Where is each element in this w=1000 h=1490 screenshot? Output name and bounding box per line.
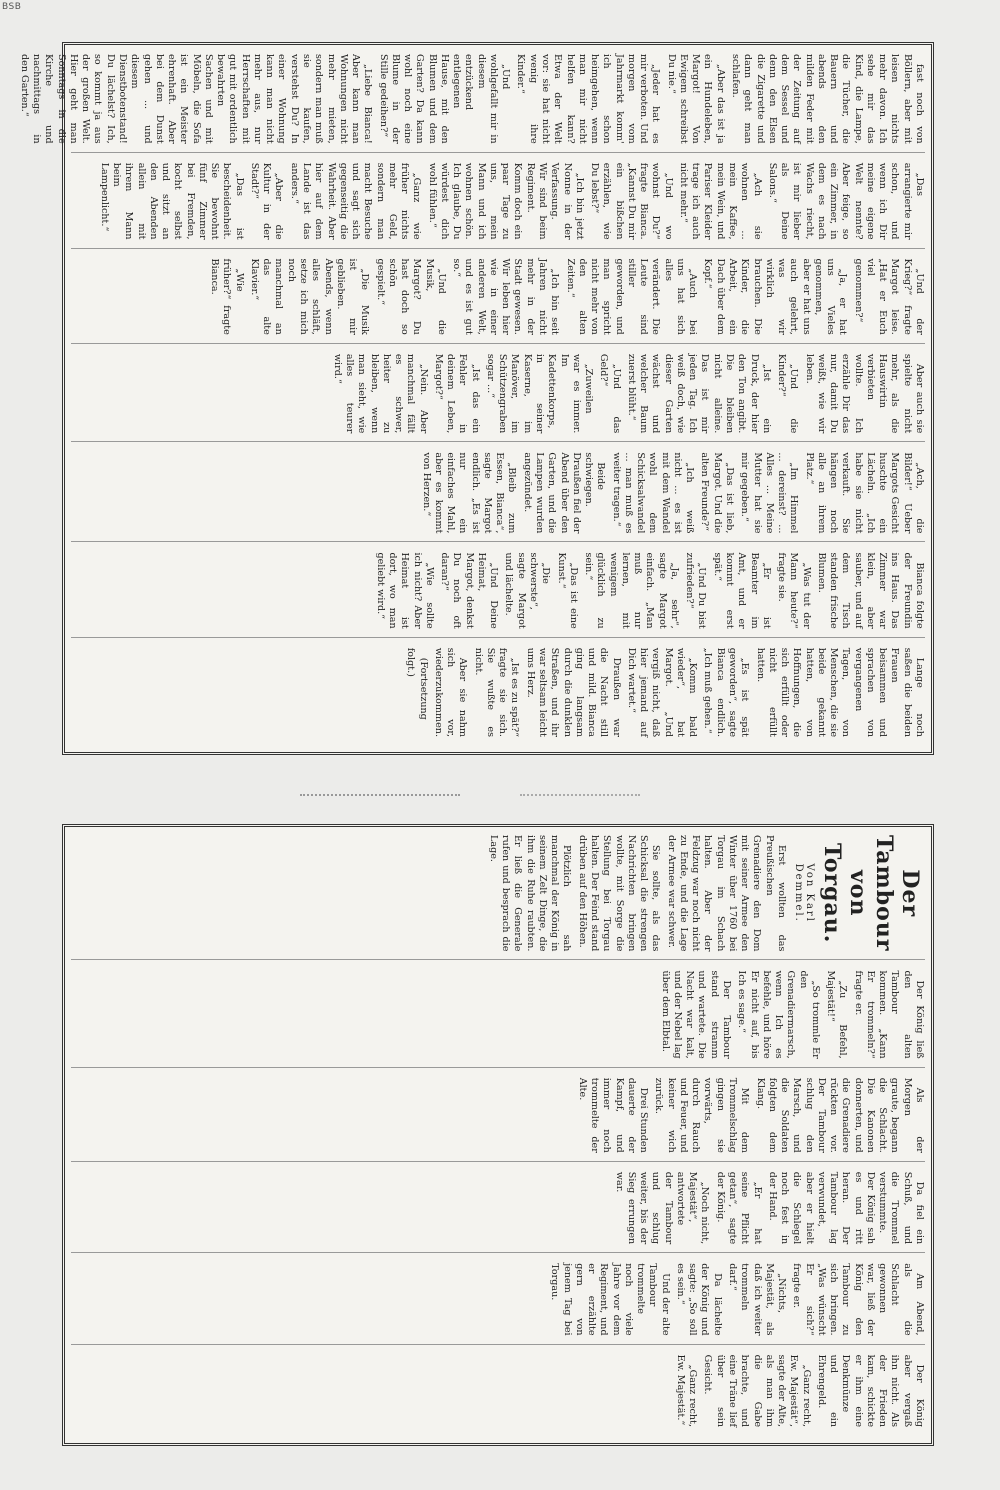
paragraph: „Ganz recht, Ew. Majestät“, sagte der Alte, als man ihm die Gabe brachte, und eine Träne lief über sein Gesicht. <box>702 1354 812 1428</box>
column-4 <box>71 353 925 442</box>
page-fold-divider <box>300 794 460 796</box>
paragraph: „Das arrangierte mir schon, und wenn ich Dir meine eigene Welt nennte? Aber feige, so ein Zimmer, in dem es nach Wachs riecht, ist mir lieber als Deine Salons.“ <box>766 162 925 240</box>
paragraph: Aber sie nahm sich vor, wiederzukommen. <box>432 647 469 737</box>
paragraph: „Aber das ist ja ein Hundeleben, Margot! Von Ewigem schreibst Du nie.“ <box>665 53 726 144</box>
column-4 <box>71 1172 925 1253</box>
paragraph: Und der alte Tambour trommelte noch viele Jahre vor dem Regiment, und er erzählte gern von jenem Tag bei Torgau. <box>549 1263 671 1336</box>
article-title: Der Tambour von Torgau. <box>819 835 923 952</box>
paragraph: „Aber die Kultur in der Stadt?“ <box>248 162 285 240</box>
column-7 <box>71 647 925 744</box>
column-1 <box>71 835 925 960</box>
paragraph: „Ganz recht, Ew. Majestät.“ <box>674 1354 699 1428</box>
rotated-text-block <box>65 827 931 1443</box>
paragraph: „Jeder hat es mir verboten. Und morgen vom Jahrmarkt komm' ich schon heimgehen, wenn man mir nicht helfen kann? Etwa der Welt vor: sie hat nicht wenig ihre Kinder.“ <box>515 53 662 144</box>
paragraph: „Die schwerste“, sagte Margot und lächelte. <box>503 551 552 629</box>
column-3 <box>71 258 925 343</box>
paragraph: Mit dem Trommelschlag gingen sie vorwärts, durch Rauch und Feuer, und keiner wich zurück. <box>653 1077 751 1153</box>
paragraph: Bianca folgte der Freundin ins Haus. Das Zimmer war klein, aber sauber, und auf dem Tisch standen frische Blumen. <box>815 551 925 629</box>
paragraph: „Und wohlgefallt mir in diesem entzückend entlegenen Hause, mit den Blumen und dem Garten? Da kann wohl noch eine Blume in der Stille gedeihen?“ <box>377 53 512 144</box>
paragraph: „Und Deine Heimat, Margot, denkst Du noch oft daran?“ <box>439 551 500 629</box>
paragraph: „Liebe Bianca! Aber kann man Wohnungen nicht mehr mieten, sondern man muß sie kaufen, verstehst Du? In einer Wohnung kann man nicht mehr aus, nur Herrschaften mit gut mit ordentlich bewahrten Sachen und mit Möbeln, die Sofa ist ein Meister ehrenhaft. Aber bei dem Dunst gehen ... und diesem Dienstbotenstand! Du lächelst? Ich, so kommt ja aus der großen Welt. Hier geht man Sonntags in die Kirche und nachmittags in den Garten.“ <box>18 53 374 144</box>
paragraph: „Komm bald wieder“, bat Margot. „Und vergiß nicht, daß hier jemand auf Dich wartet.“ <box>625 647 699 737</box>
paragraph: Erst wollten das Preußischen Grenadiere den Dom mit seiner Armee den Winter über 1760 bei Torgau im Schach halten. Aber der Feldzug war noch nicht zu Ende, und die Lage der Armee war schwer. <box>665 835 787 952</box>
paragraph: „Ach, die Bilder!“ Ueber Margots Gesicht huschte ein Lächeln. „Ich habe sie nicht verkauft. Sie hängen noch alle an ihrem Platz.“ <box>803 451 925 533</box>
paragraph: Drei Stunden dauerte der Kampf, und immer noch trommelte der Alte. <box>576 1077 650 1153</box>
paragraph: Lange noch saßen die beiden Frauen beisammen und sprachen von vergangenen Tagen, von Menschen, die sie beide gekannt hatten, von Hoffnungen, die sich erfüllt oder nicht erfüllt hatten. <box>754 647 925 737</box>
paragraph: „Wie früher?“ fragte Bianca. <box>209 258 245 335</box>
column-2 <box>71 970 925 1067</box>
paragraph: Der König aber vergaß ihn nicht. Als der Frieden kam, schickte er ihm eine Denkmünze und ein Ehrengeld. <box>815 1354 925 1428</box>
paragraph: (Fortsetzung folgt.) <box>405 647 429 720</box>
tambour-article-frame <box>62 824 934 1446</box>
serial-story-frame <box>18 42 934 755</box>
paragraph: „Es ist spät geworden“, sagte Bianca endlich. „Ich muß gehen.“ <box>702 647 751 737</box>
column-1 <box>18 53 925 153</box>
paragraph: „Und die Musik, Margot? Du hast doch so schön gespielt.“ <box>374 258 447 335</box>
paragraph: „Die Musik ist mir geblieben. Abends, wenn alles schläft, setze ich mich noch manchmal an das alte Klavier.“ <box>248 258 371 335</box>
paragraph: „Und die Kinder?“ <box>776 353 800 433</box>
paragraph: „Ich bin jetzt Nonne in der Verfassung. Wir sind beim Regiment. Komm doch ein paar Tage zu uns, mein Mann und ich wohnen schön. Ich glaube, Du würdest dich wohl fühlen.“ <box>426 162 585 240</box>
paragraph: „Ist das ein Fehler in deinem Leben, Margot?“ <box>432 353 481 433</box>
paragraph: „Ganz wie früher nichts mehr Geld, sondern man macht Besuche und sagt sich gegenseitig die Wahrheit. Aber hier auf dem Lande ist das anders.“ <box>288 162 423 240</box>
paragraph: Aber auch sie spielte nicht mehr, als die Hauswirtin verbieten wollte. Ich erzähle Dir das nur, damit Du weißt, wie wir leben. <box>803 353 925 433</box>
rotated-text-block <box>18 46 931 753</box>
paragraph: „Und Du bist zufrieden?“ <box>684 551 708 629</box>
paragraph: „Ja, er hat uns Vieles genommen, aber er hat uns auch gelehrt, was wir wirklich brauchen. Die Kinder, die Arbeit, ein Dach über dem Kopf.“ <box>702 258 849 335</box>
paragraph: Der König ließ den alten Tambour kommen. „Kann Er trommeln?“ fragte er. <box>852 970 925 1059</box>
column-6 <box>71 552 925 637</box>
paragraph: „Und das Geld?“ <box>598 353 622 433</box>
paragraph: fast noch von Böllern, aber mit leisen nichts mehr davon. Ich sehe mir das Kind, die Lampe, die Tücher, die Bauern und abends den milden Feder mit der Zeitung auf dem Sessel und denn den Elsen die Zigarette und dann geht man schlafen. <box>730 53 925 144</box>
article-author: Von Karl Demmel. <box>793 863 815 923</box>
paragraph: „Und der Krieg?“ fragte Margot leise. „Hat er Euch viel genommen?“ <box>852 258 925 335</box>
page-fold-divider <box>520 794 640 796</box>
paragraph: Da lächelte der König und sagte: „So soll es sein.“ <box>674 1263 723 1336</box>
paragraph: „Ich weiß nicht ... es ist mit dem Wandel wohl dem Schicksalwandel ... man muß es weiter tragen.“ <box>610 451 696 533</box>
paragraph: „Er hat seine Pflicht getan“, sagte der König. <box>714 1171 763 1245</box>
paragraph: „Noch nicht, Majestät“, antwortete der Tambour und schlug weiter, bis der Sieg errungen war. <box>613 1171 711 1245</box>
paragraph: Am Abend, als die Schlacht gewonnen war, ließ der König den Tambour zu sich bringen. „Was wünscht Er sich?“ fragte er. <box>791 1263 925 1336</box>
column-5 <box>71 1263 925 1344</box>
paragraph: „Ich bin seit Jahren nicht mehr in der Stadt gewesen. Wir leben hier wie in einer anderen Welt, und es ist gut so.“ <box>451 258 561 335</box>
paragraph: „Ach sie wohnen ... mein Kaffee, mein Wein, und Pariser Kleider trage ich auch nicht mehr.“ <box>677 162 763 240</box>
paragraph: „Was tut der Mann heute?“ fragte sie. <box>776 551 812 629</box>
paragraph: „Ist es zu spät?“ fragte sie sich. Sie wußte es nicht. <box>472 647 521 737</box>
paragraph: „Nein. Aber manchmal fällt es schwer, heiter zu bleiben, wenn man sieht, wie alles teurer wird.“ <box>331 353 429 433</box>
paragraph: „Das ist bescheidenheit. Sie bewohnt fünf Zimmer bei Fremden, kocht selbst und sitzt an den Abenden allein mit ihrem Mann beim Lampenlicht.“ <box>98 162 245 240</box>
column-body <box>487 835 787 951</box>
paragraph: „Das ist eine Kunst.“ <box>555 551 579 629</box>
paragraph: „Und wo wohnst Du?“ fragte Bianca. „Kannst Du mir ein bißchen erzählen, wie Du lebst?“ <box>589 162 674 240</box>
paragraph: „Nichts, Majestät, als daß ich weiter trommeln darf.“ <box>727 1263 788 1336</box>
paragraph: Plötzlich sah manchmal der König in seinem Zelt Dinge, die ihm die Ruhe raubten. Er ließ die Generale rufen und besprach die Lage. <box>487 835 573 952</box>
paragraph: „Wie sollte ich nicht? Aber Heimat ist dort, wo man geliebt wird.“ <box>374 551 435 629</box>
paragraph: Als der Morgen graute, begann die Schlacht. Die Kanonen donnerten, und die Grenadiere rückten vor. Der Tambour schlug den Marsch, und die Soldaten folgten dem Klang. <box>754 1077 925 1153</box>
paragraph: „Zuweilen war es immer. Im Kadettenkorps, in seiner Kaserne, im Manöver, im Schützengraben sogar ...“ <box>484 353 595 433</box>
paragraph: Da fiel ein Schuß, und die Trommel verstummte. Der König sah es und ritt heran. Der Tambour lag verwundet, aber er hielt die Schlegel noch fest in der Hand. <box>766 1171 925 1245</box>
paragraph: „Im Himmel ... dereinst? ... Alles ... Meine Mutter hat sie mir gegeben.“ <box>739 451 800 533</box>
paragraph: Sie sollte, als das Schicksal die strengen Nachrichten bringen wollte, mit Sorge die Stellung bei Torgau halten. Der Feind stand drüben auf den Höhen. <box>576 835 662 952</box>
paragraph: „So trommle Er den Grenadiermarsch, wenn Ich es befehle, und höre Er nicht auf, bis Ich es sage.“ <box>736 970 821 1059</box>
paragraph: Der Tambour stand stramm und wartete. Die Nacht war kalt, und der Nebel lag über dem Elbtal. <box>659 970 733 1059</box>
paragraph: „Ja, sehr“, sagte Margot einfach. „Man muß nur lernen, mit wenigem glücklich zu sein.“ <box>583 551 680 629</box>
paragraph: „Zu Befehl, Majestät!“ <box>825 970 849 1059</box>
paragraph: „Das ist lieb, Margot. Und die alten Freunde?“ <box>699 451 736 533</box>
column-5 <box>71 452 925 542</box>
paragraph: „Bleib zum Essen, Bianca“, sagte Margot endlich. „Es ist nur ein einfaches Mahl, aber es kommt von Herzen.“ <box>420 451 518 533</box>
paragraph: Draußen war die Nacht still und mild. Bianca ging langsam durch die dunklen Straßen, und ihr war seltsam leicht ums Herz. <box>524 647 622 737</box>
column-2 <box>71 162 925 248</box>
column-3 <box>71 1078 925 1162</box>
paragraph: „Er ist Beamter im Amt, und er kommt erst spät.“ <box>711 551 772 629</box>
paragraph: „Ist ein Druck, der hier den Ton angibt. Die bleiben nicht alleine. Das ist mir jeden Tag. Ich weiß doch, wie dieser Garten wächst und welcher Baum zuerst blüht.“ <box>625 353 772 433</box>
paragraph: „Auch bei uns hat sich alles verändert. Die Leute sind stiller geworden, und man spricht nicht mehr von den alten Zeiten.“ <box>564 258 699 335</box>
paragraph: Beide schwiegen. Draußen fiel der Abend über den Garten, und die Lampen wurden angezündet. <box>521 451 607 533</box>
library-watermark: BSB <box>2 2 22 12</box>
column-6 <box>71 1355 925 1435</box>
